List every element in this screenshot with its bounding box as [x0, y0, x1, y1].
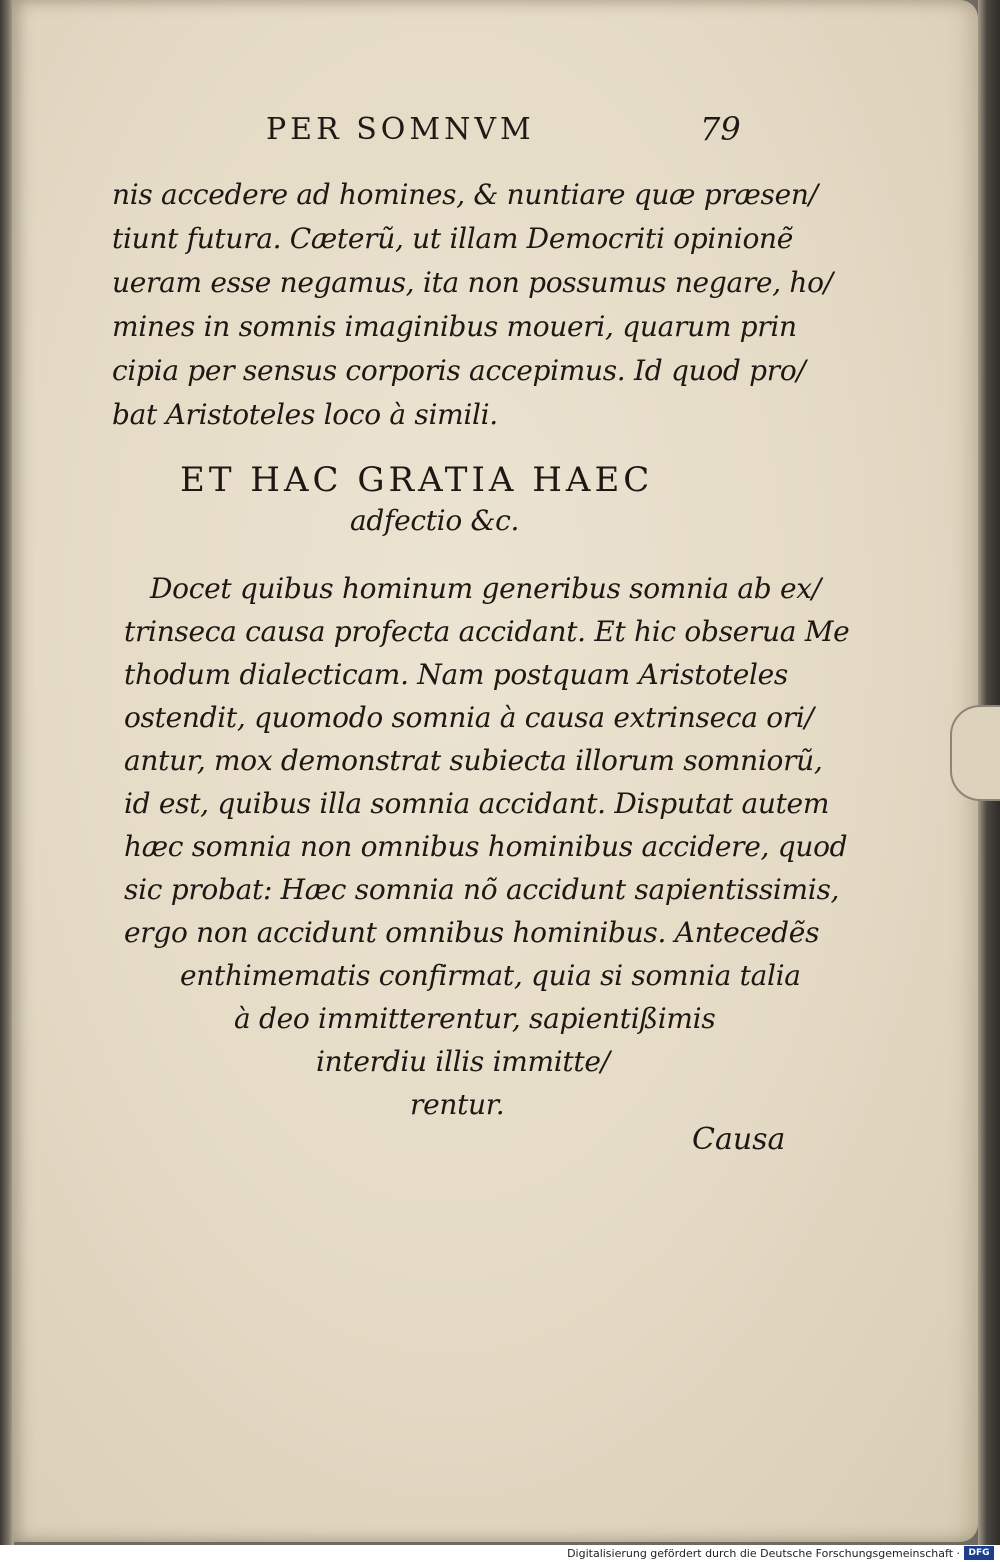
text-line: trinseca causa profecta accidant. Et hic obserua Me — [124, 615, 850, 648]
page-tab-cutout — [950, 705, 1000, 801]
section-title: ET HAC GRATIA HAEC — [180, 460, 654, 500]
page-number: 79 — [700, 110, 741, 148]
funding-credit: Digitalisierung gefördert durch die Deutsche Forschungsgemeinschaft · — [567, 1547, 960, 1560]
text-line: enthimematis confirmat, quia si somnia talia — [180, 959, 801, 992]
text-line: à deo immitterentur, sapientißimis — [234, 1002, 716, 1035]
text-line: ergo non accidunt omnibus hominibus. Antecedẽs — [124, 916, 820, 949]
running-title: PER SOMNVM — [266, 112, 535, 147]
text-line: id est, quibus illa somnia accidant. Disputat autem — [124, 787, 830, 820]
text-line: sic probat: Hæc somnia nõ accidunt sapientissimis, — [124, 873, 840, 906]
catchword: Causa — [692, 1122, 786, 1157]
text-line: hæc somnia non omnibus hominibus accidere, quod — [124, 830, 848, 863]
dfg-logo: DFG — [964, 1546, 994, 1560]
text-line: mines in somnis imaginibus moueri, quarum prin — [112, 310, 797, 343]
text-line: rentur. — [410, 1088, 505, 1121]
text-line: ostendit, quomodo somnia à causa extrinseca ori/ — [124, 701, 814, 734]
text-line: cipia per sensus corporis accepimus. Id quod pro/ — [112, 354, 806, 387]
text-line: tiunt futura. Cæterũ, ut illam Democriti opinionẽ — [112, 222, 794, 255]
text-line: nis accedere ad homines, & nuntiare quæ præsen/ — [112, 178, 818, 211]
text-line: ueram esse negamus, ita non possumus negare, ho/ — [112, 266, 833, 299]
text-line: antur, mox demonstrat subiecta illorum somniorũ, — [124, 744, 823, 777]
text-line: bat Aristoteles loco à simili. — [112, 398, 498, 431]
text-line: thodum dialecticam. Nam postquam Aristoteles — [124, 658, 788, 691]
text-line: interdiu illis immitte/ — [316, 1045, 610, 1078]
text-line: Docet quibus hominum generibus somnia ab ex/ — [150, 572, 821, 605]
section-subtitle: adfectio &c. — [350, 504, 520, 537]
